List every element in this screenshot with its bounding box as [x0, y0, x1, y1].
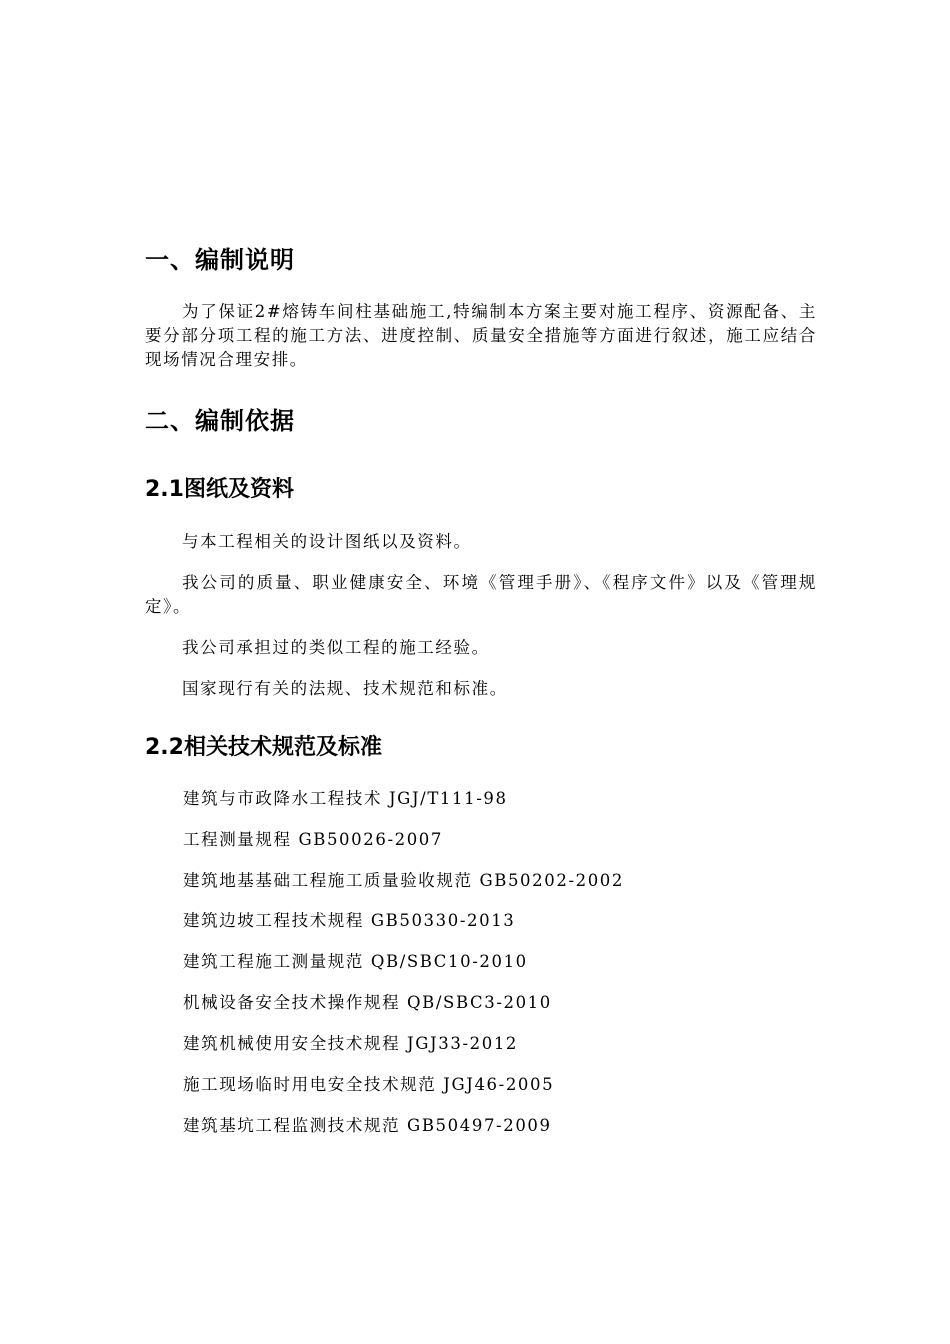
standard-list-item: 建筑机械使用安全技术规程 JGJ33-2012: [183, 1034, 519, 1053]
section-2-2-heading: 2.2相关技术规范及标准: [145, 735, 382, 760]
section-2-1-item: 国家现行有关的法规、技术规范和标准。: [182, 679, 508, 698]
section-2-heading: 二、编制依据: [145, 407, 295, 435]
standard-list-item: 建筑边坡工程技术规程 GB50330-2013: [183, 911, 516, 930]
standard-list-item: 施工现场临时用电安全技术规范 JGJ46-2005: [183, 1075, 555, 1094]
standard-list-item: 建筑地基基础工程施工质量验收规范 GB50202-2002: [183, 871, 625, 890]
standard-list-item: 建筑工程施工测量规范 QB/SBC10-2010: [183, 952, 528, 971]
standard-list-item: 机械设备安全技术操作规程 QB/SBC3-2010: [183, 993, 552, 1012]
section-2-1-item: 与本工程相关的设计图纸以及资料。: [182, 532, 472, 551]
standard-list-item: 建筑与市政降水工程技术 JGJ/T111-98: [183, 789, 508, 808]
standard-list-item: 工程测量规程 GB50026-2007: [183, 830, 444, 849]
section-2-1-heading: 2.1图纸及资料: [145, 477, 294, 502]
section-2-1-item: 我公司承担过的类似工程的施工经验。: [182, 638, 490, 657]
section-1-paragraph: 为了保证2#熔铸车间柱基础施工,特编制本方案主要对施工程序、资源配备、主要分部分项工程的施工方法、进度控制、质量安全措施等方面进行叙述，施工应结合现场情况合理安排。: [145, 302, 817, 369]
section-1-heading: 一、编制说明: [145, 246, 295, 274]
section-2-1-item: 我公司的质量、职业健康安全、环境《管理手册》、《程序文件》以及《管理规定》。: [145, 573, 817, 616]
standard-list-item: 建筑基坑工程监测技术规范 GB50497-2009: [183, 1116, 552, 1135]
